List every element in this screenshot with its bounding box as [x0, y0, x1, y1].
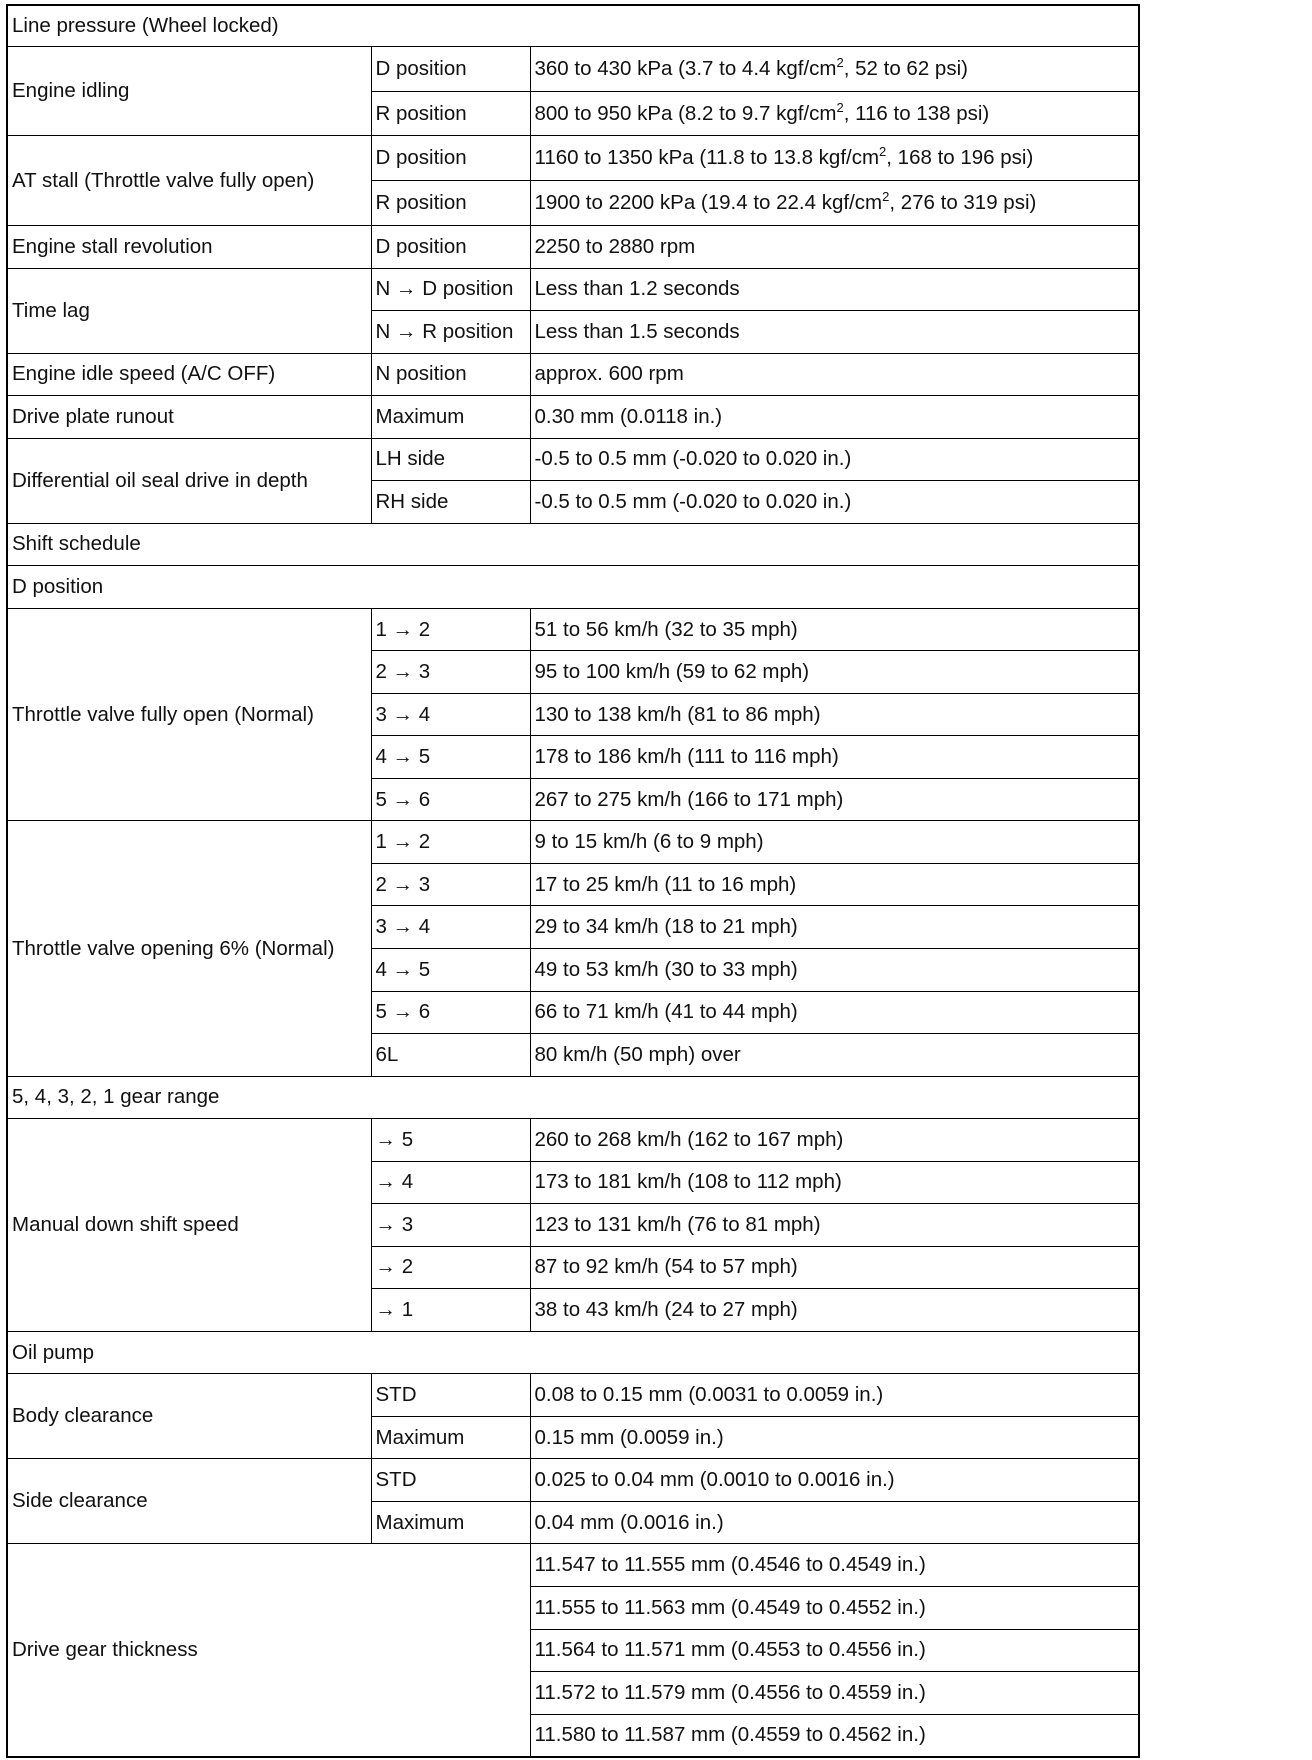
value-cell: 87 to 92 km/h (54 to 57 mph): [530, 1246, 1139, 1289]
value-cell: 11.572 to 11.579 mm (0.4556 to 0.4559 in.): [530, 1672, 1139, 1715]
value-cell: Less than 1.2 seconds: [530, 268, 1139, 311]
section-header-cell: Shift schedule: [7, 523, 1139, 566]
specification-table-body: [7, 5, 1139, 1757]
value-cell: approx. 600 rpm: [530, 353, 1139, 396]
parameter-label-cell: AT stall (Throttle valve fully open): [7, 136, 371, 226]
section-header-cell: D position: [7, 566, 1139, 609]
value-cell: Less than 1.5 seconds: [530, 311, 1139, 354]
condition-cell: → 2: [371, 1246, 530, 1289]
parameter-label-cell: Time lag: [7, 268, 371, 353]
value-cell: 360 to 430 kPa (3.7 to 4.4 kgf/$cm^2$, 52 to 62 psi): [530, 46, 1139, 91]
condition-cell: RH side: [371, 481, 530, 524]
condition-cell: R position: [371, 91, 530, 136]
condition-cell: → 3: [371, 1204, 530, 1247]
value-cell: 11.547 to 11.555 mm (0.4546 to 0.4549 in.): [530, 1544, 1139, 1587]
condition-cell: D position: [371, 46, 530, 91]
value-cell: 0.15 mm (0.0059 in.): [530, 1416, 1139, 1459]
parameter-label-cell: Drive gear thickness: [7, 1544, 530, 1757]
value-cell: 267 to 275 km/h (166 to 171 mph): [530, 778, 1139, 821]
value-cell: 0.30 mm (0.0118 in.): [530, 396, 1139, 439]
value-cell: 800 to 950 kPa (8.2 to 9.7 kgf/$cm^2$, 116 to 138 psi): [530, 91, 1139, 136]
table-row: [7, 136, 1139, 181]
parameter-label-cell: Manual down shift speed: [7, 1119, 371, 1332]
condition-cell: 4 → 5: [371, 736, 530, 779]
value-cell: 1900 to 2200 kPa (19.4 to 22.4 kgf/$cm^2$, 276 to 319 psi): [530, 181, 1139, 226]
table-row: [7, 225, 1139, 268]
condition-cell: 1 → 2: [371, 821, 530, 864]
condition-cell: → 1: [371, 1289, 530, 1332]
table-row: [7, 1119, 1139, 1162]
table-row: [7, 438, 1139, 481]
table-row: [7, 523, 1139, 566]
value-cell: 123 to 131 km/h (76 to 81 mph): [530, 1204, 1139, 1247]
condition-cell: D position: [371, 136, 530, 181]
parameter-label-cell: Throttle valve fully open (Normal): [7, 608, 371, 821]
value-cell: 49 to 53 km/h (30 to 33 mph): [530, 949, 1139, 992]
table-row: [7, 353, 1139, 396]
parameter-label-cell: Differential oil seal drive in depth: [7, 438, 371, 523]
table-row: [7, 396, 1139, 439]
table-row: [7, 268, 1139, 311]
condition-cell: 1 → 2: [371, 608, 530, 651]
table-row: [7, 1374, 1139, 1417]
value-cell: 2250 to 2880 rpm: [530, 225, 1139, 268]
table-row: [7, 1331, 1139, 1374]
table-row: [7, 566, 1139, 609]
section-header-cell: Oil pump: [7, 1331, 1139, 1374]
section-header-cell: 5, 4, 3, 2, 1 gear range: [7, 1076, 1139, 1119]
condition-cell: 2 → 3: [371, 651, 530, 694]
parameter-label-cell: Engine idle speed (A/C OFF): [7, 353, 371, 396]
value-cell: 0.04 mm (0.0016 in.): [530, 1501, 1139, 1544]
condition-cell: 4 → 5: [371, 949, 530, 992]
condition-cell: 3 → 4: [371, 693, 530, 736]
condition-cell: D position: [371, 225, 530, 268]
value-cell: 51 to 56 km/h (32 to 35 mph): [530, 608, 1139, 651]
value-cell: 80 km/h (50 mph) over: [530, 1034, 1139, 1077]
value-cell: 95 to 100 km/h (59 to 62 mph): [530, 651, 1139, 694]
value-cell: -0.5 to 0.5 mm (-0.020 to 0.020 in.): [530, 481, 1139, 524]
condition-cell: 5 → 6: [371, 778, 530, 821]
parameter-label-cell: Engine stall revolution: [7, 225, 371, 268]
table-row: [7, 1544, 1139, 1587]
value-cell: 1160 to 1350 kPa (11.8 to 13.8 kgf/$cm^2$, 168 to 196 psi): [530, 136, 1139, 181]
condition-cell: → 4: [371, 1161, 530, 1204]
parameter-label-cell: Throttle valve opening 6% (Normal): [7, 821, 371, 1076]
condition-cell: 6L: [371, 1034, 530, 1077]
condition-cell: STD: [371, 1374, 530, 1417]
value-cell: 11.580 to 11.587 mm (0.4559 to 0.4562 in.): [530, 1714, 1139, 1757]
value-cell: 260 to 268 km/h (162 to 167 mph): [530, 1119, 1139, 1162]
value-cell: 173 to 181 km/h (108 to 112 mph): [530, 1161, 1139, 1204]
condition-cell: N → R position: [371, 311, 530, 354]
value-cell: 29 to 34 km/h (18 to 21 mph): [530, 906, 1139, 949]
table-row: [7, 46, 1139, 91]
condition-cell: 3 → 4: [371, 906, 530, 949]
value-cell: 11.555 to 11.563 mm (0.4549 to 0.4552 in.): [530, 1586, 1139, 1629]
value-cell: 9 to 15 km/h (6 to 9 mph): [530, 821, 1139, 864]
condition-cell: Maximum: [371, 1416, 530, 1459]
value-cell: 178 to 186 km/h (111 to 116 mph): [530, 736, 1139, 779]
value-cell: 38 to 43 km/h (24 to 27 mph): [530, 1289, 1139, 1332]
condition-cell: Maximum: [371, 1501, 530, 1544]
value-cell: 17 to 25 km/h (11 to 16 mph): [530, 863, 1139, 906]
table-row: [7, 1459, 1139, 1502]
value-cell: 0.025 to 0.04 mm (0.0010 to 0.0016 in.): [530, 1459, 1139, 1502]
table-row: [7, 1076, 1139, 1119]
parameter-label-cell: Body clearance: [7, 1374, 371, 1459]
condition-cell: N → D position: [371, 268, 530, 311]
parameter-label-cell: Engine idling: [7, 46, 371, 136]
value-cell: 66 to 71 km/h (41 to 44 mph): [530, 991, 1139, 1034]
parameter-label-cell: Drive plate runout: [7, 396, 371, 439]
table-row: [7, 821, 1139, 864]
condition-cell: 5 → 6: [371, 991, 530, 1034]
condition-cell: N position: [371, 353, 530, 396]
value-cell: 11.564 to 11.571 mm (0.4553 to 0.4556 in.): [530, 1629, 1139, 1672]
parameter-label-cell: Side clearance: [7, 1459, 371, 1544]
condition-cell: → 5: [371, 1119, 530, 1162]
table-row: [7, 608, 1139, 651]
specification-table: [6, 4, 1140, 1758]
table-row: [7, 5, 1139, 46]
condition-cell: R position: [371, 181, 530, 226]
condition-cell: STD: [371, 1459, 530, 1502]
condition-cell: 2 → 3: [371, 863, 530, 906]
section-header-cell: Line pressure (Wheel locked): [7, 5, 1139, 46]
condition-cell: LH side: [371, 438, 530, 481]
condition-cell: Maximum: [371, 396, 530, 439]
value-cell: 0.08 to 0.15 mm (0.0031 to 0.0059 in.): [530, 1374, 1139, 1417]
value-cell: -0.5 to 0.5 mm (-0.020 to 0.020 in.): [530, 438, 1139, 481]
value-cell: 130 to 138 km/h (81 to 86 mph): [530, 693, 1139, 736]
